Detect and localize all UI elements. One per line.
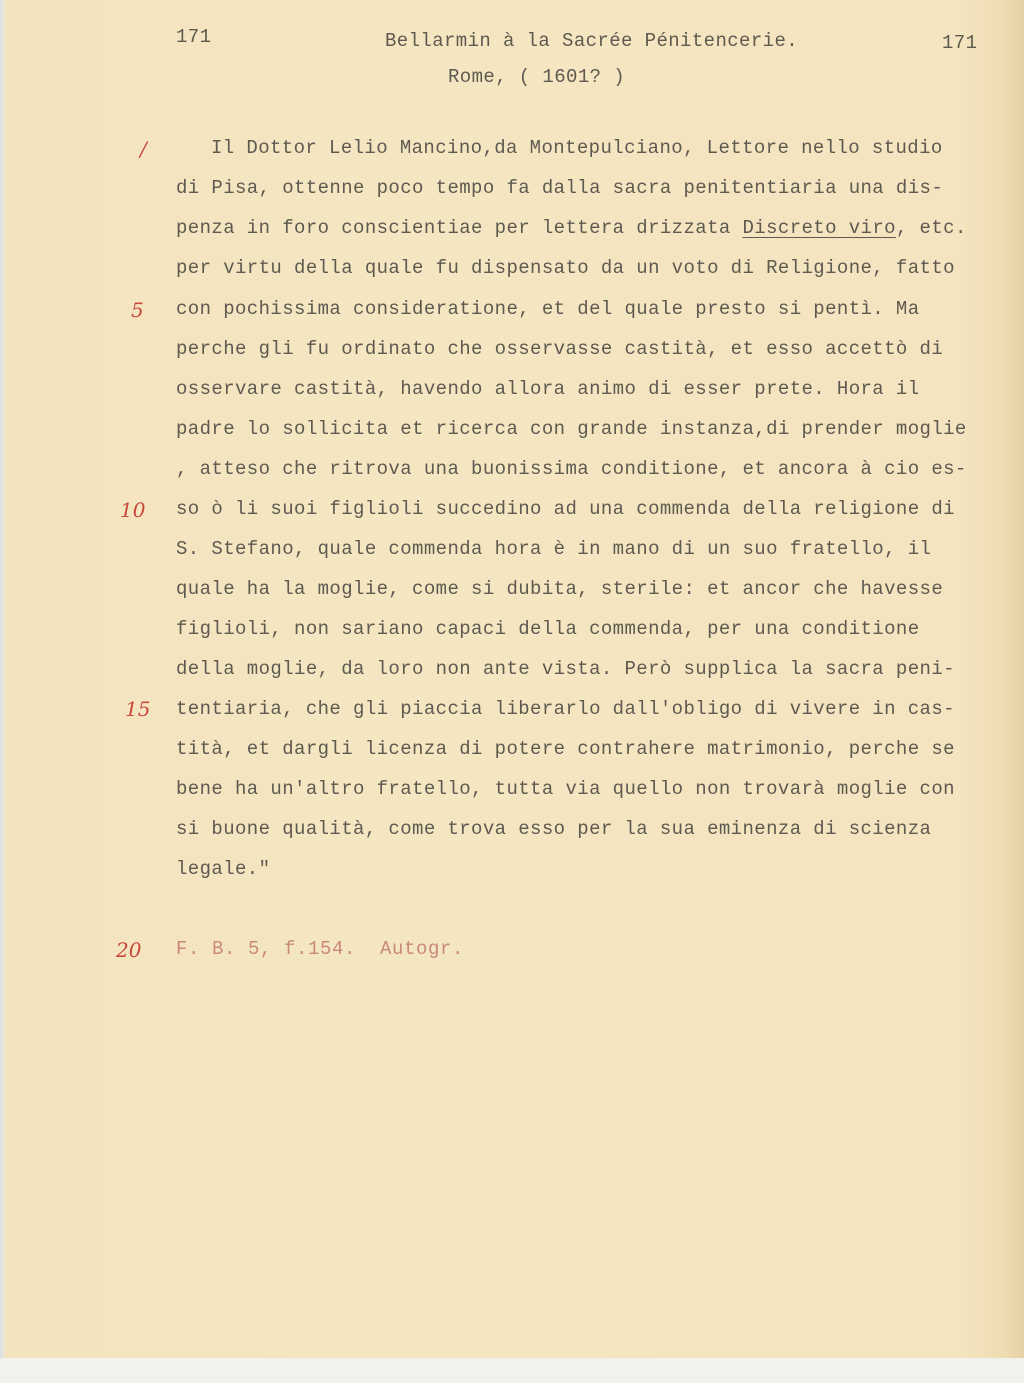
- margin-line-number-20: 20: [116, 938, 142, 962]
- margin-line-number-5: 5: [131, 298, 144, 322]
- body-line: tentiaria, che gli piaccia liberarlo dall'obligo di vivere in cas-: [176, 698, 955, 720]
- margin-line-number-15: 15: [125, 697, 151, 721]
- body-line: padre lo sollicita et ricerca con grande instanza,di prender moglie: [176, 418, 967, 440]
- body-line: so ò li suoi figlioli succedino ad una commenda della religione di: [176, 498, 955, 520]
- body-line: tità, et dargli licenza di potere contrahere matrimonio, perche se: [176, 738, 955, 760]
- margin-line-number-10: 10: [120, 498, 146, 522]
- body-line: S. Stefano, quale commenda hora è in mano di un suo fratello, il: [176, 538, 932, 560]
- margin-line-number-1: /: [140, 137, 147, 161]
- scan-bottom-margin: [0, 1358, 1024, 1383]
- document-subtitle: Rome, ( 1601? ): [448, 66, 626, 88]
- page-number-left: 171: [176, 26, 212, 48]
- body-line: bene ha un'altro fratello, tutta via quello non trovarà moglie con: [176, 778, 955, 800]
- archive-reference: F. B. 5, f.154. Autogr.: [176, 938, 465, 960]
- body-line: di Pisa, ottenne poco tempo fa dalla sacra penitentiaria una dis-: [176, 177, 944, 199]
- document-title: Bellarmin à la Sacrée Pénitencerie.: [385, 30, 799, 52]
- body-line: quale ha la moglie, come si dubita, sterile: et ancor che havesse: [176, 578, 944, 600]
- body-line: osservare castità, havendo allora animo di esser prete. Hora il: [176, 378, 920, 400]
- body-line: [176, 217, 967, 239]
- body-line-tail: , etc.: [895, 217, 967, 239]
- page-number-right: 171: [942, 32, 978, 54]
- body-line: perche gli fu ordinato che osservasse castità, et esso accettò di: [176, 338, 944, 360]
- body-line: legale.": [176, 858, 271, 880]
- body-line: figlioli, non sariano capaci della commenda, per una conditione: [176, 618, 920, 640]
- body-line: della moglie, da loro non ante vista. Però supplica la sacra peni-: [176, 658, 955, 680]
- body-line: Il Dottor Lelio Mancino,da Montepulciano, Lettore nello studio: [211, 137, 943, 159]
- body-line: si buone qualità, come trova esso per la sua eminenza di scienza: [176, 818, 932, 840]
- body-line: , atteso che ritrova una buonissima conditione, et ancora à cio es-: [176, 458, 967, 480]
- underlined-phrase: Discreto viro: [742, 217, 896, 239]
- body-line: con pochissima consideratione, et del quale presto si pentì. Ma: [176, 298, 920, 320]
- body-line: per virtu della quale fu dispensato da un voto di Religione, fatto: [176, 257, 955, 279]
- body-line-text: penza in foro conscientiae per lettera drizzata: [176, 217, 743, 239]
